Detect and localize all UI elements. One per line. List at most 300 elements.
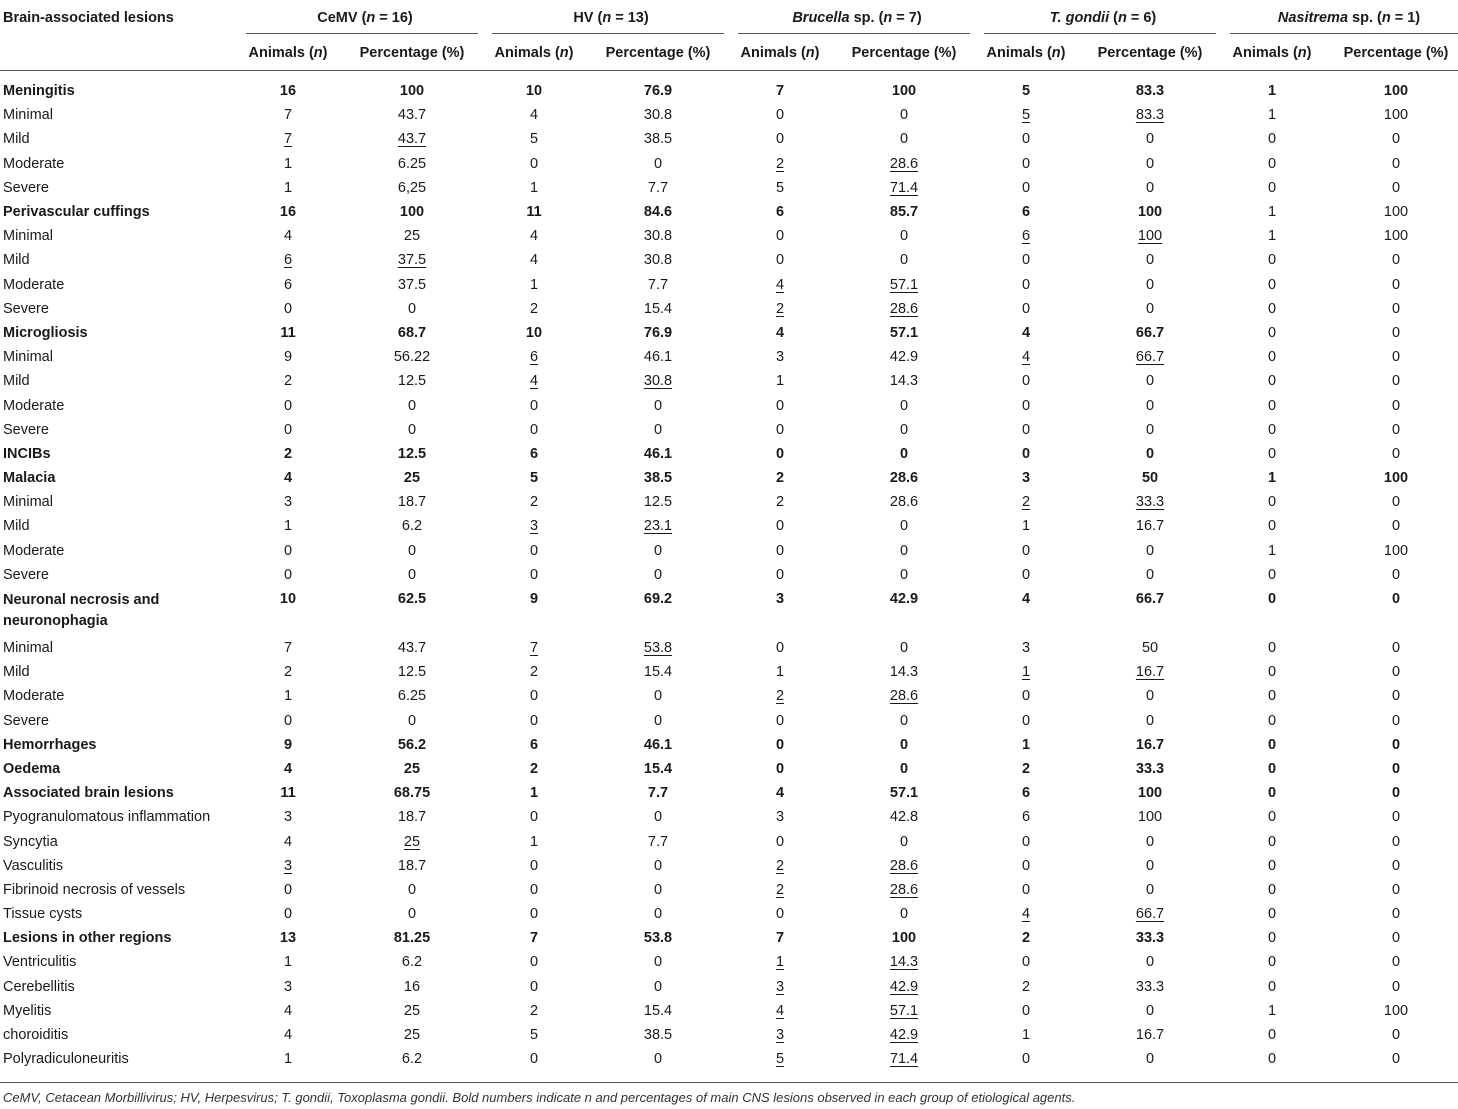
- animals-cell: 4: [283, 1027, 293, 1044]
- percentage-cell: 14.3: [889, 373, 919, 390]
- animals-cell: 9: [283, 736, 293, 753]
- animals-cell: 0: [1267, 906, 1277, 923]
- percentage-cell: 100: [891, 930, 917, 947]
- percentage-cell: 14.3: [889, 954, 919, 971]
- animals-cell: 0: [1267, 155, 1277, 172]
- percentage-cell: 0: [1391, 566, 1401, 583]
- row-label: Tissue cysts: [3, 906, 83, 923]
- percentage-cell: 12.5: [643, 494, 673, 511]
- group-name: CeMV (: [317, 10, 367, 26]
- percentage-cell: 0: [653, 954, 663, 971]
- percentage-cell: 0: [407, 712, 417, 729]
- percentage-header: Percentage (%): [832, 36, 980, 71]
- percentage-cell: 25: [403, 228, 421, 245]
- percentage-cell: 0: [407, 421, 417, 438]
- percentage-cell: 0: [899, 542, 909, 559]
- percentage-cell: 46.1: [643, 445, 673, 462]
- animals-cell: 6: [529, 445, 539, 462]
- animals-cell: 3: [775, 809, 785, 826]
- row-label: INCIBs: [3, 445, 51, 462]
- animals-cell: 2: [775, 155, 785, 172]
- animals-cell: 0: [1267, 833, 1277, 850]
- row-label-header: Brain-associated lesions: [3, 10, 174, 26]
- percentage-cell: 37.5: [397, 276, 427, 293]
- animals-cell: 0: [1021, 155, 1031, 172]
- animals-header: Animals (n): [1226, 36, 1324, 71]
- group-underline: [1230, 33, 1458, 34]
- animals-cell: 3: [1021, 640, 1031, 657]
- animals-cell: 2: [283, 373, 293, 390]
- percentage-cell: 16.7: [1135, 736, 1165, 753]
- percentage-cell: 0: [407, 300, 417, 317]
- animals-header: Animals (n): [242, 36, 340, 71]
- animals-cell: 0: [1021, 131, 1031, 148]
- table-row: [0, 466, 1458, 490]
- table-row: [0, 829, 1458, 853]
- table-row: [0, 999, 1458, 1023]
- row-label: Severe: [3, 421, 49, 438]
- animals-cell: 0: [283, 566, 293, 583]
- animals-cell: 16: [279, 204, 297, 221]
- percentage-cell: 15.4: [643, 1002, 673, 1019]
- animals-cell: 3: [775, 978, 785, 995]
- percentage-cell: 42.9: [889, 978, 919, 995]
- animals-cell: 4: [529, 373, 539, 390]
- percentage-cell: 0: [653, 881, 663, 898]
- animals-cell: 0: [1021, 179, 1031, 196]
- group-underline: [738, 33, 970, 34]
- percentage-cell: 0: [1391, 833, 1401, 850]
- animals-cell: 2: [1021, 978, 1031, 995]
- animals-cell: 0: [775, 252, 785, 269]
- animals-cell: 2: [529, 664, 539, 681]
- animals-cell: 0: [1021, 857, 1031, 874]
- animals-cell: 4: [1021, 590, 1031, 607]
- animals-cell: 1: [1021, 518, 1031, 535]
- animals-cell: 0: [529, 542, 539, 559]
- percentage-cell: 0: [899, 252, 909, 269]
- animals-cell: 2: [775, 857, 785, 874]
- animals-cell: 9: [283, 349, 293, 366]
- animals-cell: 1: [283, 954, 293, 971]
- percentage-cell: 0: [1391, 688, 1401, 705]
- percentage-cell: 100: [1383, 204, 1409, 221]
- percentage-cell: 0: [1145, 712, 1155, 729]
- animals-cell: 1: [283, 688, 293, 705]
- animals-cell: 1: [283, 518, 293, 535]
- animals-cell: 6: [775, 204, 785, 221]
- percentage-cell: 38.5: [643, 131, 673, 148]
- animals-cell: 3: [283, 857, 293, 874]
- row-label: Mild: [3, 518, 30, 535]
- animals-cell: 7: [529, 930, 539, 947]
- group-name-italic: Nasitrema: [1277, 10, 1349, 26]
- animals-cell: 7: [775, 83, 785, 100]
- group-n-symbol: n: [1117, 10, 1127, 26]
- percentage-cell: 33.3: [1135, 978, 1165, 995]
- percentage-cell: 100: [1383, 470, 1409, 487]
- animals-cell: 0: [1267, 590, 1277, 607]
- percentage-cell: 0: [1391, 978, 1401, 995]
- animals-cell: 7: [775, 930, 785, 947]
- animals-cell: 9: [529, 590, 539, 607]
- animals-cell: 0: [1267, 978, 1277, 995]
- percentage-header: Percentage (%): [586, 36, 734, 71]
- table-row: [0, 442, 1458, 466]
- percentage-cell: 0: [899, 760, 909, 777]
- percentage-cell: 0: [1391, 1027, 1401, 1044]
- percentage-cell: 43.7: [397, 131, 427, 148]
- animals-cell: 0: [529, 906, 539, 923]
- percentage-cell: 0: [1391, 397, 1401, 414]
- percentage-cell: 30.8: [643, 228, 673, 245]
- animals-cell: 0: [1267, 857, 1277, 874]
- percentage-cell: 84.6: [643, 204, 673, 221]
- group-name-italic: Brucella: [792, 10, 850, 26]
- percentage-cell: 0: [653, 712, 663, 729]
- animals-cell: 0: [529, 881, 539, 898]
- percentage-cell: 0: [407, 881, 417, 898]
- animals-cell: 0: [1021, 445, 1031, 462]
- group-n-value: = 7): [892, 10, 922, 26]
- animals-cell: 4: [529, 107, 539, 124]
- animals-cell: 1: [1267, 204, 1277, 221]
- percentage-cell: 69.2: [643, 590, 673, 607]
- percentage-cell: 0: [899, 107, 909, 124]
- animals-cell: 0: [1267, 445, 1277, 462]
- percentage-cell: 0: [1145, 179, 1155, 196]
- percentage-cell: 25: [403, 760, 421, 777]
- percentage-cell: 66.7: [1135, 349, 1165, 366]
- animals-cell: 0: [529, 978, 539, 995]
- row-label: Moderate: [3, 397, 65, 414]
- animals-cell: 2: [775, 494, 785, 511]
- group-n-symbol: n: [602, 10, 612, 26]
- percentage-cell: 0: [1391, 736, 1401, 753]
- animals-cell: 1: [1267, 542, 1277, 559]
- animals-cell: 0: [1267, 131, 1277, 148]
- animals-cell: 0: [1267, 373, 1277, 390]
- animals-cell: 0: [283, 712, 293, 729]
- percentage-cell: 0: [653, 809, 663, 826]
- percentage-cell: 0: [1391, 276, 1401, 293]
- animals-cell: 0: [283, 542, 293, 559]
- percentage-cell: 0: [1391, 760, 1401, 777]
- percentage-cell: 7.7: [647, 179, 669, 196]
- animals-cell: 3: [775, 1027, 785, 1044]
- animals-cell: 4: [529, 252, 539, 269]
- percentage-cell: 100: [399, 204, 425, 221]
- animals-cell: 0: [1267, 300, 1277, 317]
- animals-cell: 0: [1267, 688, 1277, 705]
- percentage-cell: 16.7: [1135, 518, 1165, 535]
- percentage-cell: 50: [1141, 470, 1159, 487]
- animals-cell: 0: [775, 760, 785, 777]
- percentage-cell: 100: [1137, 228, 1163, 245]
- table-row: [0, 200, 1458, 224]
- percentage-cell: 37.5: [397, 252, 427, 269]
- animals-cell: 2: [775, 470, 785, 487]
- percentage-cell: 100: [1383, 542, 1409, 559]
- percentage-cell: 71.4: [889, 1051, 919, 1068]
- row-label: Lesions in other regions: [3, 930, 172, 947]
- percentage-cell: 0: [1391, 252, 1401, 269]
- animals-cell: 5: [775, 1051, 785, 1068]
- table-row: [0, 878, 1458, 902]
- animals-cell: 0: [529, 421, 539, 438]
- row-label: Severe: [3, 566, 49, 583]
- row-label: Moderate: [3, 276, 65, 293]
- animals-cell: 0: [283, 421, 293, 438]
- animals-cell: 4: [1021, 349, 1031, 366]
- animals-cell: 7: [529, 640, 539, 657]
- table-row: [0, 176, 1458, 200]
- percentage-cell: 0: [899, 397, 909, 414]
- percentage-cell: 6.25: [397, 155, 427, 172]
- animals-cell: 0: [775, 228, 785, 245]
- animals-cell: 1: [1267, 470, 1277, 487]
- animals-cell: 0: [775, 542, 785, 559]
- percentage-cell: 0: [653, 155, 663, 172]
- animals-cell: 10: [525, 83, 543, 100]
- animals-cell: 1: [283, 155, 293, 172]
- table-row: [0, 902, 1458, 926]
- percentage-cell: 6.2: [401, 1051, 423, 1068]
- percentage-cell: 0: [899, 640, 909, 657]
- group-underline: [246, 33, 478, 34]
- percentage-cell: 6.2: [401, 954, 423, 971]
- row-label: Mild: [3, 252, 30, 269]
- percentage-cell: 0: [1145, 1002, 1155, 1019]
- group-name: sp. (: [1348, 10, 1382, 26]
- percentage-cell: 0: [653, 688, 663, 705]
- animals-cell: 2: [775, 881, 785, 898]
- animals-cell: 0: [1267, 954, 1277, 971]
- percentage-cell: 15.4: [643, 300, 673, 317]
- percentage-cell: 66.7: [1135, 590, 1165, 607]
- percentage-cell: 7.7: [647, 276, 669, 293]
- animals-cell: 7: [283, 131, 293, 148]
- percentage-cell: 0: [653, 857, 663, 874]
- animals-cell: 1: [283, 1051, 293, 1068]
- percentage-cell: 0: [1145, 542, 1155, 559]
- percentage-header: Percentage (%): [340, 36, 488, 71]
- percentage-cell: 68.75: [393, 785, 431, 802]
- animals-cell: 2: [529, 1002, 539, 1019]
- animals-cell: 1: [529, 179, 539, 196]
- percentage-cell: 0: [407, 542, 417, 559]
- group-name: sp. (: [849, 10, 884, 26]
- animals-cell: 1: [1267, 1002, 1277, 1019]
- group-n-symbol: n: [366, 10, 376, 26]
- percentage-cell: 0: [653, 1051, 663, 1068]
- table-row: [0, 950, 1458, 974]
- animals-cell: 4: [775, 785, 785, 802]
- animals-cell: 10: [525, 324, 543, 341]
- group-header: [488, 0, 734, 36]
- animals-cell: 1: [775, 664, 785, 681]
- animals-cell: 1: [1267, 228, 1277, 245]
- animals-cell: 4: [283, 833, 293, 850]
- animals-cell: 4: [283, 760, 293, 777]
- group-n-symbol: n: [883, 10, 893, 26]
- percentage-cell: 0: [1145, 276, 1155, 293]
- animals-cell: 0: [1021, 566, 1031, 583]
- percentage-cell: 38.5: [643, 470, 673, 487]
- percentage-cell: 0: [407, 906, 417, 923]
- percentage-cell: 100: [1137, 785, 1163, 802]
- animals-cell: 0: [1021, 954, 1031, 971]
- percentage-cell: 0: [1391, 930, 1401, 947]
- animals-cell: 11: [280, 324, 296, 341]
- row-label: Microgliosis: [3, 324, 88, 341]
- animals-cell: 11: [526, 204, 542, 221]
- animals-cell: 0: [1021, 542, 1031, 559]
- percentage-cell: 0: [1391, 1051, 1401, 1068]
- animals-cell: 1: [1267, 83, 1277, 100]
- table-row: [0, 854, 1458, 878]
- percentage-cell: 12.5: [397, 664, 427, 681]
- animals-cell: 3: [529, 518, 539, 535]
- percentage-cell: 0: [899, 736, 909, 753]
- animals-cell: 0: [1267, 809, 1277, 826]
- percentage-cell: 71.4: [889, 179, 919, 196]
- row-label: Mild: [3, 373, 30, 390]
- percentage-cell: 100: [1137, 204, 1163, 221]
- table-row: [0, 805, 1458, 829]
- percentage-cell: 0: [899, 712, 909, 729]
- percentage-cell: 100: [399, 83, 425, 100]
- group-underline: [984, 33, 1216, 34]
- row-label: Pyogranulomatous inflammation: [3, 809, 211, 826]
- group-name: (: [1109, 10, 1118, 26]
- table-row: [0, 709, 1458, 733]
- percentage-cell: 0: [1145, 1051, 1155, 1068]
- percentage-cell: 100: [1137, 809, 1163, 826]
- percentage-cell: 0: [1145, 954, 1155, 971]
- percentage-cell: 12.5: [397, 373, 427, 390]
- animals-cell: 0: [775, 833, 785, 850]
- percentage-cell: 18.7: [397, 857, 427, 874]
- percentage-cell: 33.3: [1135, 494, 1165, 511]
- animals-cell: 1: [529, 833, 539, 850]
- animals-cell: 0: [1021, 421, 1031, 438]
- animals-cell: 4: [775, 324, 785, 341]
- animals-cell: 4: [283, 1002, 293, 1019]
- percentage-cell: 0: [1391, 373, 1401, 390]
- animals-cell: 2: [1021, 930, 1031, 947]
- percentage-cell: 28.6: [889, 857, 919, 874]
- animals-cell: 0: [529, 712, 539, 729]
- animals-cell: 5: [529, 1027, 539, 1044]
- animals-cell: 3: [283, 494, 293, 511]
- group-header: [242, 0, 488, 36]
- percentage-cell: 57.1: [889, 785, 919, 802]
- animals-cell: 1: [1021, 736, 1031, 753]
- animals-cell: 0: [529, 397, 539, 414]
- animals-cell: 0: [1267, 1027, 1277, 1044]
- percentage-cell: 0: [899, 421, 909, 438]
- percentage-cell: 0: [1391, 494, 1401, 511]
- percentage-cell: 68.7: [397, 324, 427, 341]
- percentage-cell: 0: [653, 397, 663, 414]
- percentage-cell: 57.1: [889, 276, 919, 293]
- percentage-cell: 0: [899, 906, 909, 923]
- table-row: [0, 587, 1458, 636]
- animals-cell: 3: [775, 590, 785, 607]
- table-row: [0, 781, 1458, 805]
- group-header: [980, 0, 1226, 36]
- percentage-cell: 53.8: [643, 640, 673, 657]
- table-row: [0, 273, 1458, 297]
- animals-cell: 2: [1021, 494, 1031, 511]
- animals-cell: 0: [1021, 881, 1031, 898]
- row-label: Minimal: [3, 494, 53, 511]
- animals-cell: 0: [1267, 1051, 1277, 1068]
- animals-cell: 2: [775, 300, 785, 317]
- empty-header-cell: [0, 36, 242, 71]
- percentage-cell: 42.9: [889, 590, 919, 607]
- animals-cell: 0: [1021, 276, 1031, 293]
- percentage-cell: 66.7: [1135, 324, 1165, 341]
- percentage-cell: 0: [1391, 857, 1401, 874]
- percentage-cell: 0: [1391, 155, 1401, 172]
- percentage-cell: 25: [403, 1027, 421, 1044]
- table-row: [0, 79, 1458, 103]
- percentage-cell: 6.2: [401, 518, 423, 535]
- percentage-cell: 83.3: [1135, 107, 1165, 124]
- row-label: Moderate: [3, 688, 65, 705]
- percentage-cell: 0: [1391, 640, 1401, 657]
- animals-cell: 6: [529, 349, 539, 366]
- row-label: Severe: [3, 300, 49, 317]
- spacer-row: [0, 71, 1458, 80]
- percentage-cell: 28.6: [889, 470, 919, 487]
- group-n-value: = 16): [375, 10, 413, 26]
- table-row: [0, 539, 1458, 563]
- animals-cell: 0: [1021, 688, 1031, 705]
- table-row: [0, 490, 1458, 514]
- table-row: [0, 636, 1458, 660]
- percentage-cell: 0: [1145, 155, 1155, 172]
- percentage-cell: 0: [1391, 881, 1401, 898]
- animals-header: Animals (n): [488, 36, 586, 71]
- animals-cell: 1: [1267, 107, 1277, 124]
- animals-cell: 6: [283, 276, 293, 293]
- percentage-cell: 0: [653, 421, 663, 438]
- percentage-cell: 100: [1383, 83, 1409, 100]
- animals-cell: 0: [529, 1051, 539, 1068]
- percentage-cell: 30.8: [643, 373, 673, 390]
- percentage-cell: 23.1: [643, 518, 673, 535]
- table-row: [0, 926, 1458, 950]
- percentage-cell: 100: [1383, 1002, 1409, 1019]
- group-n-value: = 6): [1126, 10, 1157, 26]
- animals-cell: 0: [775, 131, 785, 148]
- percentage-cell: 28.6: [889, 881, 919, 898]
- animals-cell: 6: [1021, 809, 1031, 826]
- table-row: [0, 345, 1458, 369]
- animals-cell: 2: [775, 688, 785, 705]
- animals-cell: 0: [1267, 397, 1277, 414]
- animals-cell: 0: [283, 881, 293, 898]
- animals-cell: 2: [283, 664, 293, 681]
- animals-cell: 0: [775, 640, 785, 657]
- header-row-subcolumns: [0, 36, 1458, 71]
- animals-cell: 1: [775, 373, 785, 390]
- percentage-cell: 42.8: [889, 809, 919, 826]
- percentage-cell: 57.1: [889, 324, 919, 341]
